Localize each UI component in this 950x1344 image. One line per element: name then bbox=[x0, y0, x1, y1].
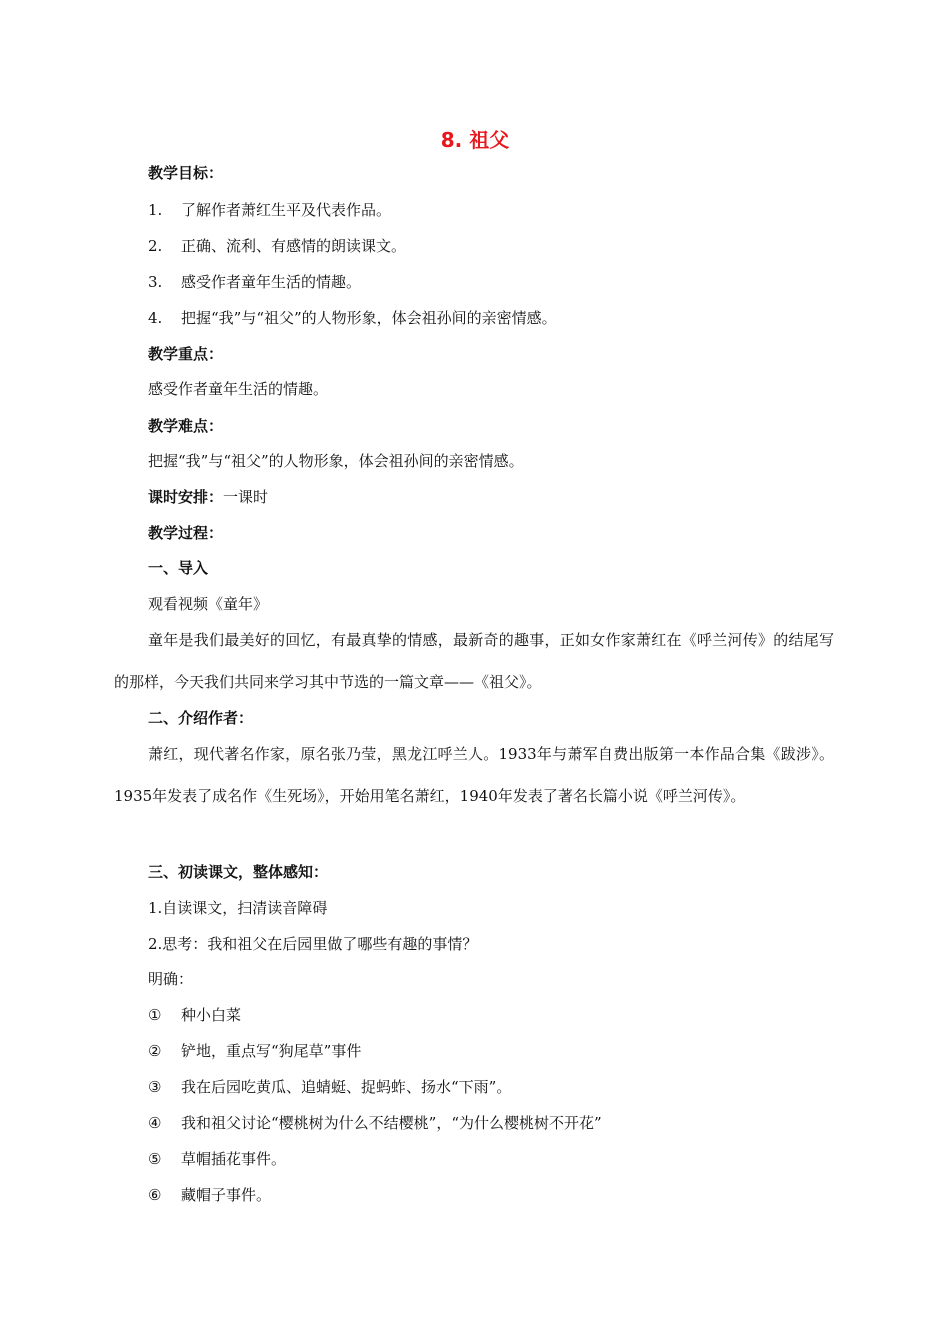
goal-number: 2. bbox=[148, 237, 163, 255]
goal-number: 1. bbox=[148, 201, 163, 219]
goal-number: 4. bbox=[148, 309, 163, 327]
page-title: 8. 祖父 bbox=[440, 128, 510, 152]
intro-paragraph: 童年是我们最美好的回忆，有最真挚的情感，最新奇的趣事，正如女作家萧红在《呼兰河传》的结尾写的那样，今天我们共同来学习其中节选的一篇文章——《祖父》。 bbox=[114, 631, 834, 691]
difficulty-heading: 教学难点： bbox=[148, 417, 224, 435]
schedule-heading: 课时安排： bbox=[148, 488, 224, 506]
list-marker: ③ bbox=[148, 1078, 162, 1096]
goal-item bbox=[148, 236, 406, 256]
goal-text: 了解作者萧红生平及代表作品。 bbox=[181, 201, 392, 219]
difficulty-text: 把握“我”与“祖父”的人物形象，体会祖孙间的亲密情感。 bbox=[148, 452, 524, 470]
author-paragraph: 萧红，现代著名作家，原名张乃莹，黑龙江呼兰人。1933年与萧军自费出版第一本作品合集《跋涉》。1935年发表了成名作《生死场》，开始用笔名萧红，1940年发表了著名长篇小说《呼兰河传》。 bbox=[114, 745, 834, 805]
list-marker: ④ bbox=[148, 1114, 162, 1132]
list-marker: ⑥ bbox=[148, 1186, 162, 1204]
clarify-label: 明确： bbox=[148, 970, 194, 988]
goal-text: 正确、流利、有感情的朗读课文。 bbox=[181, 237, 407, 255]
list-item bbox=[148, 1149, 286, 1169]
schedule-text: 一课时 bbox=[223, 488, 269, 506]
list-item bbox=[148, 1077, 511, 1097]
list-text: 藏帽子事件。 bbox=[181, 1186, 272, 1204]
list-text: 我在后园吃黄瓜、追蜻蜓、捉蚂蚱、扬水“下雨”。 bbox=[181, 1078, 512, 1096]
list-marker: ⑤ bbox=[148, 1150, 162, 1168]
reading-step-1: 1.自读课文，扫清读音障碍 bbox=[148, 899, 328, 917]
key-point-text: 感受作者童年生活的情趣。 bbox=[148, 380, 329, 398]
goal-item bbox=[148, 200, 391, 220]
list-text: 铲地，重点写“狗尾草”事件 bbox=[181, 1042, 362, 1060]
list-item bbox=[148, 1041, 361, 1061]
goal-text: 把握“我”与“祖父”的人物形象，体会祖孙间的亲密情感。 bbox=[181, 309, 557, 327]
goal-number: 3. bbox=[148, 273, 163, 291]
list-text: 我和祖父讨论“樱桃树为什么不结樱桃”，“为什么樱桃树不开花” bbox=[181, 1114, 602, 1132]
list-marker: ② bbox=[148, 1042, 162, 1060]
goals-heading: 教学目标： bbox=[148, 164, 224, 182]
list-item bbox=[148, 1185, 271, 1205]
intro-heading: 一、导入 bbox=[148, 559, 209, 577]
list-item bbox=[148, 1005, 241, 1025]
goal-text: 感受作者童年生活的情趣。 bbox=[181, 273, 362, 291]
list-text: 种小白菜 bbox=[181, 1006, 242, 1024]
list-text: 草帽插花事件。 bbox=[181, 1150, 287, 1168]
process-heading: 教学过程： bbox=[148, 524, 224, 542]
author-heading: 二、介绍作者： bbox=[148, 709, 254, 727]
key-point-heading: 教学重点： bbox=[148, 345, 224, 363]
reading-heading: 三、初读课文，整体感知： bbox=[148, 863, 329, 881]
goal-item bbox=[148, 272, 361, 292]
schedule-line bbox=[148, 487, 268, 507]
reading-step-2: 2.思考：我和祖父在后园里做了哪些有趣的事情？ bbox=[148, 935, 478, 953]
list-marker: ① bbox=[148, 1006, 162, 1024]
intro-line: 观看视频《童年》 bbox=[148, 595, 269, 613]
list-item bbox=[148, 1113, 602, 1133]
goal-item bbox=[148, 308, 557, 328]
